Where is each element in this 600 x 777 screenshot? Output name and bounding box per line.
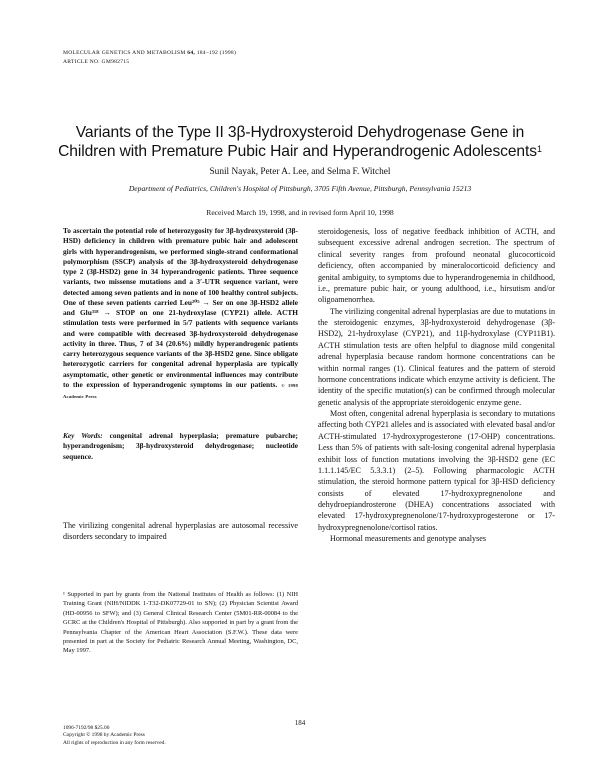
intro-paragraph: The virilizing congenital adrenal hyperplasias are autosomal recessive disorders secondary to impaired (63, 521, 298, 542)
abstract-copyright: © 1998 Academic Press (63, 382, 298, 399)
author-list: Sunil Nayak, Peter A. Lee, and Selma F. Witchel (209, 167, 391, 177)
journal-volume: 64, (187, 50, 196, 56)
article-title (40, 124, 560, 161)
abstract (63, 226, 298, 402)
copyright-price: 1096-7192/98 $25.00 (63, 725, 110, 731)
keywords-text: congenital adrenal hyperplasia; premature pubarche; hyperandrogenism; 3β-hydroxysteroid dehydrogenase; nucleotide sequence. (63, 431, 298, 461)
keywords-label: Key Words: (63, 431, 103, 440)
abstract-text: To ascertain the potential role of heterozygosity for 3β-hydroxysteroid (3β-HSD) deficiency in children with premature pubic hair and adolescent girls with hyperandrogenism, we performed single-strand conformational polymorphism (SSCP) analysis of the 3β-hydroxysteroid dehydrogenase type 2 (3β-HSD2) gene in 34 hyperandrogenic patients. Three sequence variants, two missense mutations and a 3′-UTR sequence variant, were detected among seven patients and in none of 100 healthy control subjects. One of these seven patients carried Leu²⁰⁵ → Ser on one 3β-HSD2 allele and Glu³¹⁸ → STOP on one 21-hydroxylase (CYP21) allele. ACTH stimulation tests were performed in 5/7 patients with sequence variants and were compatible with decreased 3β-hydroxysteroid dehydrogenase activity in three. Thus, 7 of 34 (20.6%) mildly hyperandrogenic patients carry heterozygous sequence variants of the 3β-HSD2 gene. Since obligate heterozygotic carriers for congenital adrenal hyperplasia are typically asymptomatic, other genetic or environmental influences may contribute to the expression of hyperandrogenic symptoms in our patients. (63, 226, 298, 389)
page-number: 184 (294, 719, 306, 727)
journal-name: MOLECULAR GENETICS AND METABOLISM (63, 50, 186, 56)
copyright-block (63, 725, 166, 747)
title-line-1: Variants of the Type II 3β-Hydroxysteroid Dehydrogenase Gene in (75, 124, 525, 141)
body-paragraph-2: The virilizing congenital adrenal hyperplasias are due to mutations in the steroidogenic enzymes, 3β-hydroxysteroid dehydrogenase (3β-HSD2), 21-hydroxylase (CYP21), and 11β-hydroxylase (CYP11B1). ACTH stimulation tests are often helpful to diagnose mild congenital adrenal hyperplasia because random hormone concentrations can be within normal ranges (1). Clinical features and the pattern of steroid hormone concentrations indicate which enzyme activity is deficient. The identity of the specific mutation(s) can be confirmed through molecular genetic analysis of the appropriate steroidogenic enzyme gene. (318, 306, 555, 407)
title-line-2: Children with Premature Pubic Hair and Hyperandrogenic Adolescents (58, 142, 537, 160)
copyright-rights: All rights of reproduction in any form reserved. (63, 739, 166, 746)
journal-pages: 184–192 (1998) (196, 50, 237, 56)
body-paragraph-1: steroidogenesis, loss of negative feedback inhibition of ACTH, and subsequent excessive adrenal androgen secretion. The spectrum of clinical severity ranges from profound neonatal glucocorticoid deficiency, often accompanied by mineralocorticoid deficiency and genital ambiguity, to symptoms due to hyperandrogenemia in childhood, i.e., premature pubic hair, or young adulthood, i.e., hirsutism and/or oligoamenorrhea. (318, 227, 555, 305)
affiliation: Department of Pediatrics, Children's Hospital of Pittsburgh, 3705 Fifth Avenue, Pittsburgh, Pennsylvania 15213 (128, 184, 472, 193)
body-paragraph-3: Most often, congenital adrenal hyperplasia is secondary to mutations affecting both CYP21 alleles and is associated with elevated basal and/or ACTH-stimulated 17-hydroxyprogesterone (17-OHP) concentrations. Less than 5% of patients with salt-losing congenital adrenal hyperplasia exhibit loss of function mutations involving the 3β-HSD2 gene (EC 1.1.1.145/EC 5.3.3.1) (2–5). Following pharmacologic ACTH stimulation, the steroid hormone pattern typical for 3β-HSD deficiency consists of elevated 17-hydroxypregnenolone and dehydroepiandrosterone (DHEA) concentrations associated with elevated 17-hydroxypregnenolone/17-hydroxyprogesterone or 17-hydroxypregnenolone/cortisol ratios. (318, 409, 555, 532)
journal-header (63, 49, 236, 67)
right-column (318, 226, 555, 545)
body-paragraph-4: Hormonal measurements and genotype analyses (330, 534, 486, 544)
funding-footnote: ¹ Supported in part by grants from the National Institutes of Health as follows: (1) NIH Training Grant (NIH/NIDDK 1-T32-DK07729-01 to SN); (2) Physician Scientist Award (HD-00956 to SFW); and (3) General Clinical Research Center (5M01-RR-00084 to the GCRC at the Children's Hospital of Pittsburgh). Also supported in part by a grant from the Pennsylvania Chapter of the American Heart Association (S.F.W.). These data were presented in part at the Society for Pediatric Research Annual Meeting, Washington, DC, May 1997. (63, 591, 298, 655)
keywords (63, 431, 298, 462)
copyright-holder: Copyright © 1998 by Academic Press (63, 732, 145, 739)
article-number: ARTICLE NO. GM982715 (63, 59, 130, 65)
received-dates: Received March 19, 1998, and in revised form April 10, 1998 (206, 208, 394, 217)
title-footnote-mark: 1 (536, 143, 542, 154)
